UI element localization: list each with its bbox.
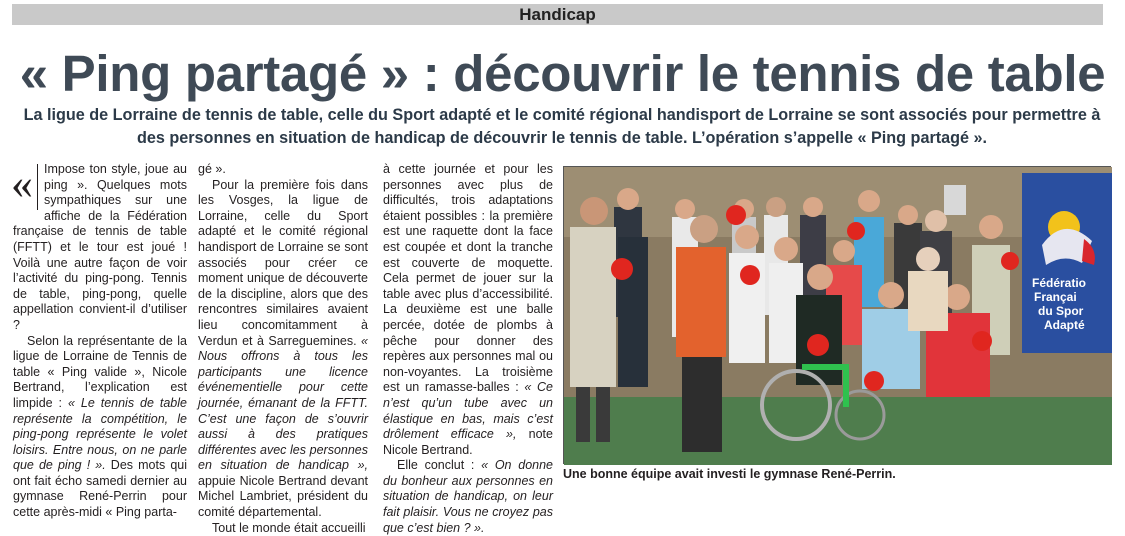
paragraph-text: Elle conclut :: [397, 458, 482, 473]
paragraph-text: Impose ton style, joue au ping ». Quelques mots sympathiques sur une affiche de la Fédération française de tennis de table (FFTT) et le tour est joué ! Voilà une autre façon de voir l’activité du ping-pong. Tennis de table, ping-pong, quelle appellation convient-il d’utiliser ?: [13, 162, 187, 332]
paragraph-text: Pour la première fois dans les Vosges, la ligue de Lorraine, celle du Sport adapté et le comité régional handisport de Lorraine se sont associés pour créer ce moment unique de découverte de la discipline, alors que des rencontres similaires avaient lieu concomitamment à Verdun et à Sarreguemines.: [198, 177, 368, 348]
person-orange: [676, 215, 726, 452]
banner-line-2: Françai: [1034, 290, 1077, 304]
article-column-1: [11, 159, 188, 521]
people-middle: [729, 225, 862, 363]
paragraph: gé ».: [198, 162, 226, 176]
paragraph-text: Des mots qui ont fait écho samedi dernier au gymnase René-Perrin pour cette après-midi « Ping parta-: [13, 458, 188, 520]
paragraph-text: Selon la représentante de la ligue de Lorraine de Tennis de table « Ping valide », Nicole Bertrand, l’explication est limpide :: [13, 333, 187, 410]
photo-caption: Une bonne équipe avait investi le gymnase René-Perrin.: [563, 467, 896, 481]
banner-line-1: Fédératio: [1032, 276, 1087, 290]
paragraph: Tout le monde était accueilli: [212, 520, 366, 535]
paragraph: [11, 159, 187, 334]
quote-text: « Le tennis de table représente la compétition, le ping-pong représente le volet loisirs. Entre nous, on ne parle que de ping ! ».: [13, 395, 187, 473]
paragraph: [383, 162, 553, 458]
banner-line-3: du Spor: [1038, 304, 1084, 318]
paragraph: [383, 458, 553, 536]
quote-text: « On donne du bonheur aux personnes en situation de handicap, on leur fait plaisir. Vous ne croyez pas que c’est bien ? ».: [383, 458, 553, 535]
paragraph-text: note Nicole Bertrand.: [383, 427, 553, 457]
article-lead: La ligue de Lorraine de tennis de table, celle du Sport adapté et le comité régional handisport de Lorraine se sont associés pour permettre à des personnes en situation de handicap de découvrir le tennis de table. L’opération s’appelle « Ping partagé ».: [23, 106, 1101, 147]
quote-bar: [37, 164, 38, 210]
group-photo: [563, 166, 1111, 464]
opening-quote-mark: «: [11, 159, 33, 208]
photo-illustration: [564, 167, 1112, 465]
wall-sign: [944, 185, 966, 215]
section-rubric: Handicap: [12, 4, 1103, 25]
article-headline: « Ping partagé » : découvrir le tennis de table: [19, 45, 1106, 102]
article-column-3: [383, 162, 553, 536]
quote-text: « Nous offrons à tous les participants une licence événementielle pour cette journée, émanant de la FFTT. C’est une façon de s’ouvrir aussi à des pratiques différentes avec les personnes en situation de handicap »,: [198, 333, 368, 473]
banner-line-4: Adapté: [1044, 318, 1085, 332]
federation-banner: [1022, 173, 1112, 353]
article-column-2: [198, 162, 368, 536]
paragraph: [13, 334, 187, 521]
paragraph-text: appuie Nicole Bertrand devant Michel Lambriet, président du comité départemental.: [198, 473, 368, 520]
paragraph: [198, 178, 368, 521]
paragraph-text: à cette journée et pour les personnes avec plus de difficultés, trois adaptations étaient possibles : la première est une raquette dont la face est coupée et dont la tranche est couverte de moquette. Cela permet de jouer sur la table avec plus d’accessibilité. La deuxième est une balle percée, dotée de plombs à pêche pour donner des repères aux personnes mal ou non-voyantes. La troisième est un ramasse-balles :: [383, 162, 553, 395]
quote-text: « Ce n’est qu’un tube avec un élastique en bas, mais c’est drôlement efficace »,: [383, 380, 554, 442]
